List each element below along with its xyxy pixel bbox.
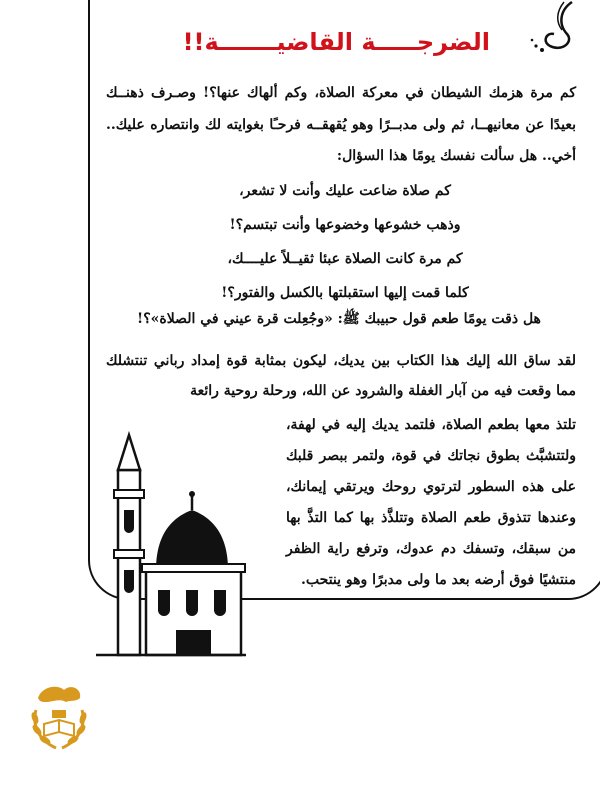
verse-line: وذهب خشوعها وخضوعها وأنت تبتسم؟! xyxy=(229,217,461,233)
book-paragraph: لقد ساق الله إليك هذا الكتاب بين يديك، ليكون بمثابة قوة إمداد رباني تنتشلك مما وقعت فيه من آبار الغفلة والشرود عن الله، ورحلة روحية رائعة xyxy=(106,353,576,399)
mosque-illustration-icon xyxy=(96,430,246,660)
verse-line: كم مرة كانت الصلاة عبئا ثقيــلاً عليــــك، xyxy=(227,251,463,267)
library-logo-icon xyxy=(24,680,94,760)
swirl-ornament-icon xyxy=(512,0,582,60)
page-title: الضرجـــــة القاضيـــــــة!! xyxy=(182,28,490,56)
closing-paragraph: تلتذ معها بطعم الصلاة، فلتمد يديك إليه في لهفة، ولتتشبَّث بطوق نجاتك في قوة، ولتمر ببصر قلبك على هذه السطور لترتوي روحك ويرتقي إيمانك، وعندها تتذوق طعم الصلاة وتتلذَّذ بها كما التذَّ بها من سبقك، وتسفك دم عدوك، وترفع راية الظفر منتشيًا فوق أرضه بعد ما ولى مدبرًا وهو ينتحب. xyxy=(286,417,576,588)
verse-line: كلما قمت إليها استقبلتها بالكسل والفتور؟! xyxy=(221,285,469,301)
verse-line: كم صلاة ضاعت عليك وأنت لا تشعر، xyxy=(239,183,451,199)
hadith-question: هل ذقت يومًا طعم قول حبيبك ﷺ: «وجُعِلت قرة عيني في الصلاة»؟! xyxy=(137,311,541,327)
intro-paragraph: كم مرة هزمك الشيطان في معركة الصلاة، وكم ألهاك عنها؟! وصـرف ذهنــك بعيدًا عن معانيهــا، ثم ولى مدبــرًا وهو يُقهقــه فرحـًا بغوايته لك وانتصاره عليك.. أخي.. هل سألت نفسك يومًا هذا السؤال: xyxy=(106,85,576,164)
